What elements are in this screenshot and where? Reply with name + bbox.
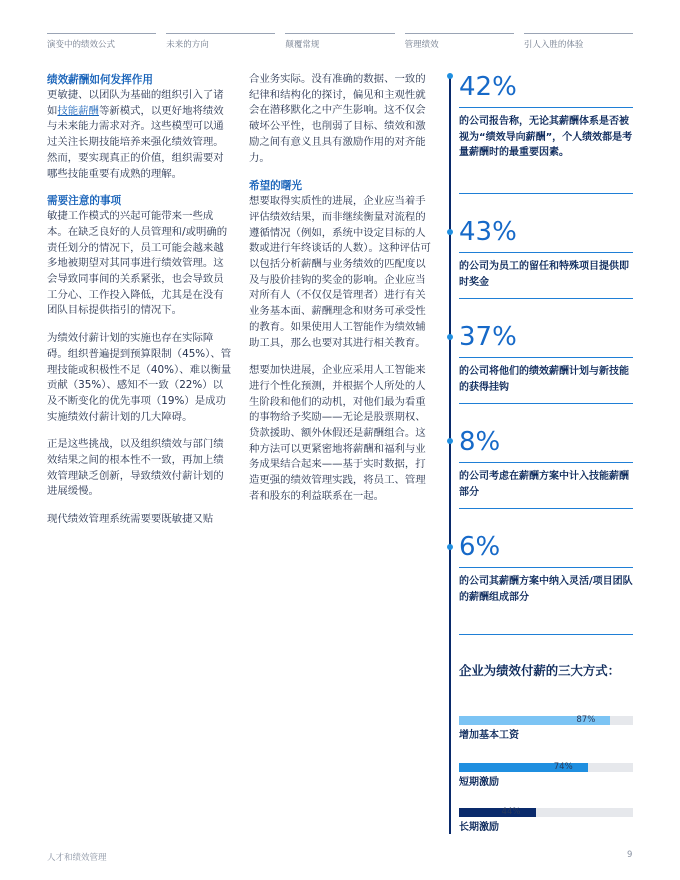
axis-dot [447,229,453,235]
bar-value-label: 74% [553,762,573,772]
paragraph-acceleration: 想要加快进展，企业应采用人工智能来进行个性化预测，并根据个人所处的人生阶段和他们的动机，对他们最为看重的事物给予奖励——无论是股票期权、贷款援助、额外休假还是薪酬组合。这种方法可以更紧密地将薪酬和福利与业务成果结合起来——基于实时数据，打造更强的绩效管理实践，将员工、管理者和股东的利益联系在一起。 [249,364,426,502]
bar-value-label: 44% [501,807,521,817]
nav-item-evolving-formula[interactable]: 演变中的绩效公式 [47,33,156,50]
bar-track [459,808,633,817]
stats-axis-line [449,76,451,834]
bar-category-label: 长期激励 [459,822,499,833]
page-number: 9 [627,850,633,860]
paragraph-barriers: 为绩效付薪计划的实施也存在实际障碍。组织普遍提到预算限制（45%）、管理技能或积极性不足（40%）、难以衡量贡献（35%）、感知不一致（22%）以及不断变化的优先事项（19%）是成功实施绩效付薪计划的几大障碍。 [47,332,232,423]
paragraph-modern-systems: 现代绩效管理系统需要要既敏捷又贴 [47,513,214,526]
text-column-middle [249,72,431,516]
paragraph-challenges: 正是这些挑战，以及组织绩效与部门绩效结果之间的根本性不一致，再加上绩效管理缺乏创新，导致绩效付薪计划的进展缓慢。 [47,438,224,498]
stat-block-37 [459,322,633,395]
stat-value: 8% [459,427,501,457]
stat-value: 37% [459,322,517,352]
bar-value-label: 87% [576,715,596,725]
stat-description: 的公司考虑在薪酬方案中计入技能薪酬部分 [459,471,629,498]
stat-block-8 [459,427,633,500]
bar-fill [459,808,536,817]
stat-value: 6% [459,532,501,562]
bar-row-long-term [459,808,633,835]
section-heading-caveats: 需要注意的事项 [47,195,122,208]
nav-item-future-direction[interactable]: 未来的方向 [166,33,275,50]
stat-separator [459,193,633,194]
text-column-left [47,72,233,539]
stat-separator [459,403,633,404]
paragraph-progress: 想要取得实质性的进展，企业应当着手评估绩效结果，而非继续衡量对流程的遵循情况（例如，系统中设定目标的人数或进行年终谈话的人数）。这种评估可以包括分析薪酬与业务绩效的匹配度以及与股价挂钩的奖金的影响。企业应当对所有人（不仅仅是管理者）进行有关业务基本面、薪酬理念和财务可承受性的教育。如果使用人工智能作为绩效辅助工具，那么也要对其进行相关教育。 [249,195,431,349]
stat-rule [459,357,633,358]
stat-separator [459,298,633,299]
stat-rule [459,107,633,108]
axis-dot [447,438,453,444]
section-nav [47,33,633,50]
bar-category-label: 短期激励 [459,777,499,788]
bar-track [459,763,633,772]
stat-block-43 [459,217,633,290]
stat-description: 的公司将他们的绩效薪酬计划与新技能的获得挂钩 [459,366,629,393]
nav-item-managing-performance[interactable]: 管理绩效 [405,33,514,50]
paragraph-how-it-works: 更敏捷、以团队为基础的组织引入了诸如技能薪酬等新模式，以更好地将绩效与未来能力需求对齐。这些模型可以通过关注长期技能培养来强化绩效管理。然而，要实现真正的价值，组织需要对哪些技能重要有成熟的理解。 [47,89,224,180]
stat-block-6 [459,532,633,605]
bar-chart-title: 企业为绩效付薪的三大方式： [459,663,621,678]
bar-track [459,716,633,725]
stat-description: 的公司为员工的留任和特殊项目提供即时奖金 [459,261,629,288]
bar-row-short-term [459,763,633,790]
axis-dot [447,334,453,340]
paragraph-continued: 合业务实际。没有准确的数据、一致的纪律和结构化的探讨，偏见和主观性就会在潜移默化之中产生影响。这不仅会破坏公平性，也削弱了目标、绩效和激励之间有意义且具有激励作用的对齐能力。 [249,73,426,164]
stat-value: 43% [459,217,517,247]
section-heading-hope: 希望的曙光 [249,180,302,193]
stat-rule [459,567,633,568]
axis-dot [447,544,453,550]
stat-rule [459,252,633,253]
stat-rule [459,462,633,463]
stat-description: 的公司其薪酬方案中纳入灵活/项目团队的薪酬组成部分 [459,576,633,603]
paragraph-agile-costs: 敏捷工作模式的兴起可能带来一些成本。在缺乏良好的人员管理和/或明确的责任划分的情况下，员工可能会越来越多地被期望对其同事进行绩效管理。这会导致同事间的关系紧张，也会导致员工分心、工作投入降低，尤其是在没有团队目标提供指引的情况下。 [47,210,228,317]
nav-item-disrupt-convention[interactable]: 颠覆常规 [285,33,394,50]
stat-block-42 [459,72,633,161]
nav-item-engaging-experience[interactable]: 引人入胜的体验 [524,33,633,50]
stat-value: 42% [459,72,517,102]
axis-dot [447,73,453,79]
skills-pay-link[interactable]: 技能薪酬 [57,104,99,117]
bar-row-base-salary [459,716,633,743]
bar-category-label: 增加基本工资 [459,730,519,741]
section-heading-how-it-works: 绩效薪酬如何发挥作用 [47,74,153,86]
footer-title: 人才和绩效管理 [47,853,107,863]
stat-separator [459,634,633,635]
stat-separator [459,508,633,509]
stat-description: 的公司报告称，无论其薪酬体系是否被视为“绩效导向薪酬”，个人绩效都是考量薪酬时的最重要因素。 [459,116,633,158]
